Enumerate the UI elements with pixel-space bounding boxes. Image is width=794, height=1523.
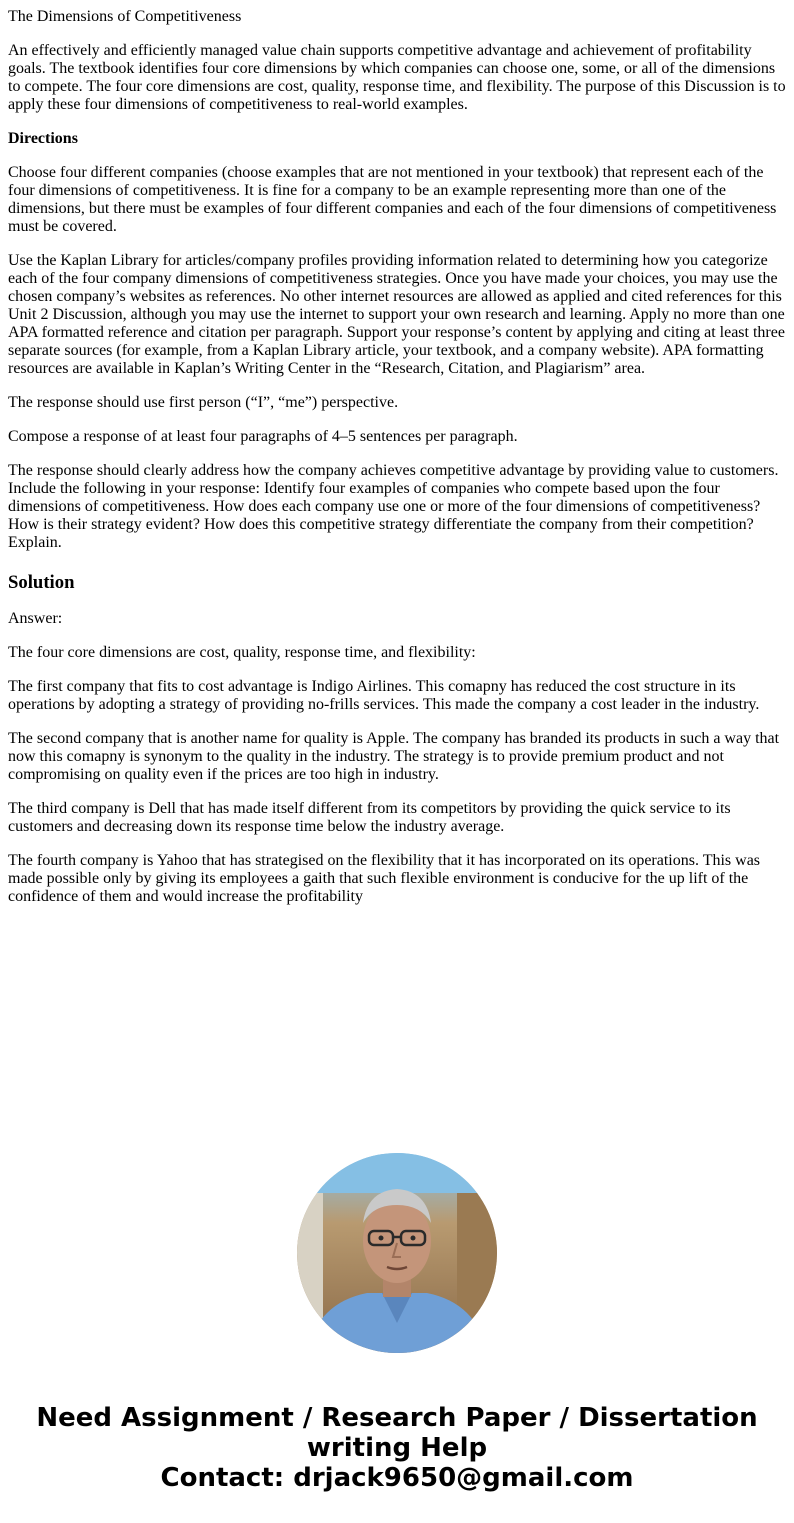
directions-heading: Directions (8, 130, 78, 147)
solution-paragraph: The fourth company is Yahoo that has strategised on the flexibility that it has incorporated on its operations. This was made possible only by giving its employees a gaith that such flexible environment is conducive for the up lift of the confidence of them and would increase the profitability (8, 852, 761, 905)
avatar (297, 1153, 497, 1353)
footer-contact-line: Contact: drjack9650@gmail.com (160, 1463, 634, 1493)
document-body (8, 8, 787, 922)
directions-paragraph: Use the Kaplan Library for articles/company profiles providing information related to determining how you categorize each of the four company dimensions of competitiveness strategies. Once you have made your choices, you may use the chosen company’s websites as references. No other internet resources are allowed as applied and cited references for this Unit 2 Discussion, although you may use the internet to support your own research and learning. Apply no more than one APA formatted reference and citation per paragraph. Support your response’s content by applying and citing at least three separate sources (for example, from a Kaplan Library article, your textbook, and a company website). APA formatting resources are available in Kaplan’s Writing Center in the “Research, Citation, and Plagiarism” area. (8, 252, 785, 377)
solution-paragraph: Answer: (8, 610, 63, 627)
intro-paragraph: An effectively and efficiently managed value chain supports competitive advantage and achievement of profitability goals. The textbook identifies four core dimensions by which companies can choose one, some, or all of the dimensions to compete. The four core dimensions are cost, quality, response time, and flexibility. The purpose of this Discussion is to apply these four dimensions of competitiveness to real-world examples. (8, 42, 786, 113)
solution-paragraph: The first company that fits to cost advantage is Indigo Airlines. This comapny has reduced the cost structure in its operations by adopting a strategy of providing no-frills services. This made the company a cost leader in the industry. (8, 678, 760, 713)
footer-line: writing Help (306, 1433, 488, 1463)
footer-line: Need Assignment / Research Paper / Dissertation (36, 1403, 758, 1433)
solution-paragraph: The second company that is another name for quality is Apple. The company has branded its products in such a way that now this comapny is synonym to the quality in the industry. The strategy is to provide premium product and not compromising on quality even if the prices are too high in industry. (8, 730, 780, 783)
solution-paragraph: The third company is Dell that has made itself different from its competitors by providing the quick service to its customers and decreasing down its response time below the industry average. (8, 800, 731, 835)
directions-paragraph: Compose a response of at least four paragraphs of 4–5 sentences per paragraph. (8, 428, 518, 445)
solution-heading: Solution (8, 572, 75, 593)
directions-paragraph: The response should use first person (“I”, “me”) perspective. (8, 394, 399, 411)
document-title: The Dimensions of Competitiveness (8, 8, 242, 25)
directions-paragraph: The response should clearly address how the company achieves competitive advantage by providing value to customers. Include the following in your response: Identify four examples of companies who compete based upon the four dimensions of competitiveness. How does each company use one or more of the four dimensions of competitiveness? How is their strategy evident? How does this competitive strategy differentiate the company from their competition? Explain. (8, 462, 779, 551)
avatar-portrait-image (297, 1153, 497, 1353)
solution-paragraph: The four core dimensions are cost, quality, response time, and flexibility: (8, 644, 476, 661)
directions-paragraph: Choose four different companies (choose examples that are not mentioned in your textbook) that represent each of the four dimensions of competitiveness. It is fine for a company to be an example representing more than one of the dimensions, but there must be examples of four different companies and each of the four dimensions of competitiveness must be covered. (8, 164, 777, 235)
contact-footer (0, 1403, 794, 1493)
